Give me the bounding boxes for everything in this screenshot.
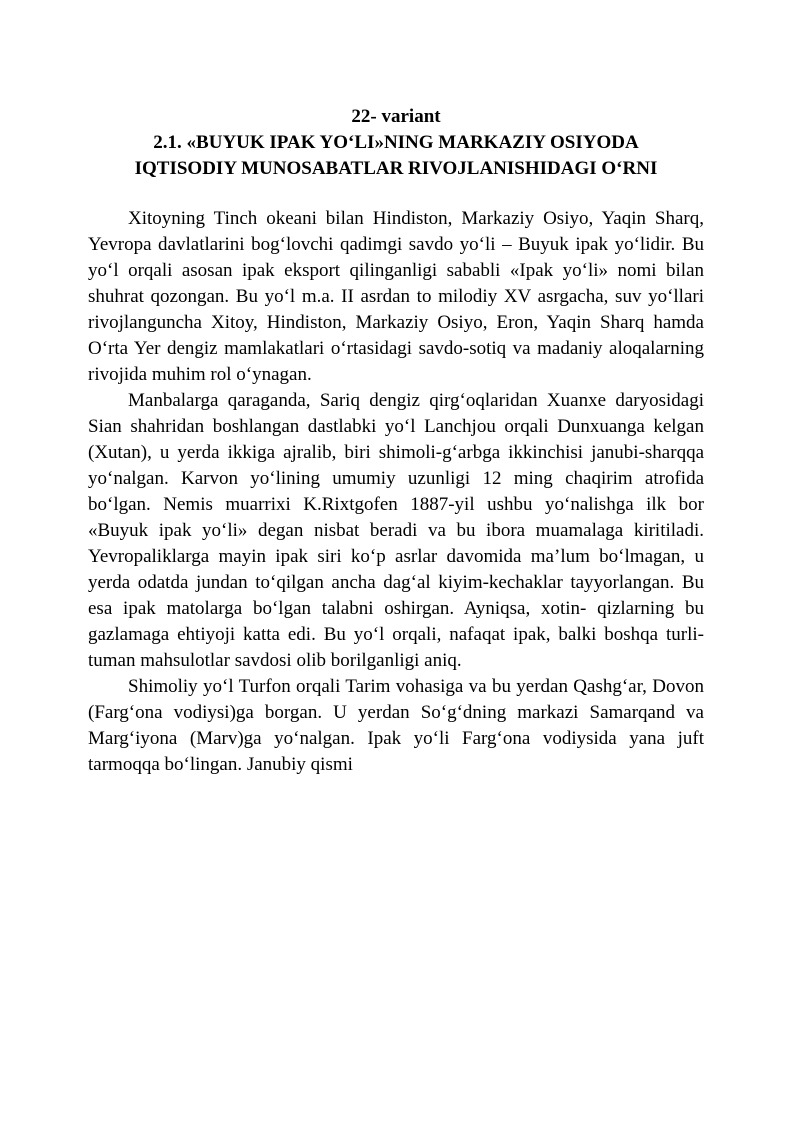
variant-heading: 22- variant (351, 106, 441, 127)
title-line-1: 2.1. «BUYUK IPAK YO‘LI»NING MARKAZIY OSIYODA (153, 132, 639, 153)
paragraph-3: Shimoliy yo‘l Turfon orqali Tarim vohasiga va bu yerdan Qashg‘ar, Dovon (Farg‘ona vodiysi)ga borgan. U yerdan So‘g‘dning markazi Samarqand va Marg‘iyona (Marv)ga yo‘nalgan. Ipak yo‘li Farg‘ona vodiysida yana juft tarmoqqa bo‘lingan. Janubiy qismi (88, 676, 704, 775)
body-text (88, 206, 704, 778)
title-line-2: IQTISODIY MUNOSABATLAR RIVOJLANISHIDAGI O‘RNI (134, 158, 658, 179)
document-page (88, 104, 704, 778)
paragraph-2: Manbalarga qaraganda, Sariq dengiz qirg‘oqlaridan Xuanxe daryosidagi Sian shahridan boshlangan dastlabki yo‘l Lanchjou orqali Dunxuanga kelgan (Xutan), u yerda ikkiga ajralib, biri shimoli-g‘arbga ikkinchisi janubi-sharqqa yo‘nalgan. Karvon yo‘lining umumiy uzunligi 12 ming chaqirim atrofida bo‘lgan. Nemis muarrixi K.Rixtgofen 1887-yil ushbu yo‘nalishga ilk bor «Buyuk ipak yo‘li» degan nisbat beradi va bu ibora muamalaga kiritiladi. Yevropaliklarga mayin ipak siri ko‘p asrlar davomida ma’lum bo‘lmagan, u yerda odatda jundan to‘qilgan ancha dag‘al kiyim-kechaklar tayyorlangan. Bu esa ipak matolarga bo‘lgan talabni oshirgan. Ayniqsa, xotin- qizlarning bu gazlamaga ehtiyoji katta edi. Bu yo‘l orqali, nafaqat ipak, balki boshqa turli-tuman mahsulotlar savdosi olib borilganligi aniq. (88, 390, 704, 671)
paragraph-1: Xitoyning Tinch okeani bilan Hindiston, Markaziy Osiyo, Yaqin Sharq, Yevropa davlatlarini bog‘lovchi qadimgi savdo yo‘li – Buyuk ipak yo‘lidir. Bu yo‘l orqali asosan ipak eksport qilinganligi sababli «Ipak yo‘li» nomi bilan shuhrat qozongan. Bu yo‘l m.a. II asrdan to milodiy XV asrgacha, suv yo‘llari rivojlanguncha Xitoy, Hindiston, Markaziy Osiyo, Eron, Yaqin Sharq hamda O‘rta Yer dengiz mamlakatlari o‘rtasidagi savdo-sotiq va madaniy aloqalarning rivojida muhim rol o‘ynagan. (88, 208, 704, 385)
